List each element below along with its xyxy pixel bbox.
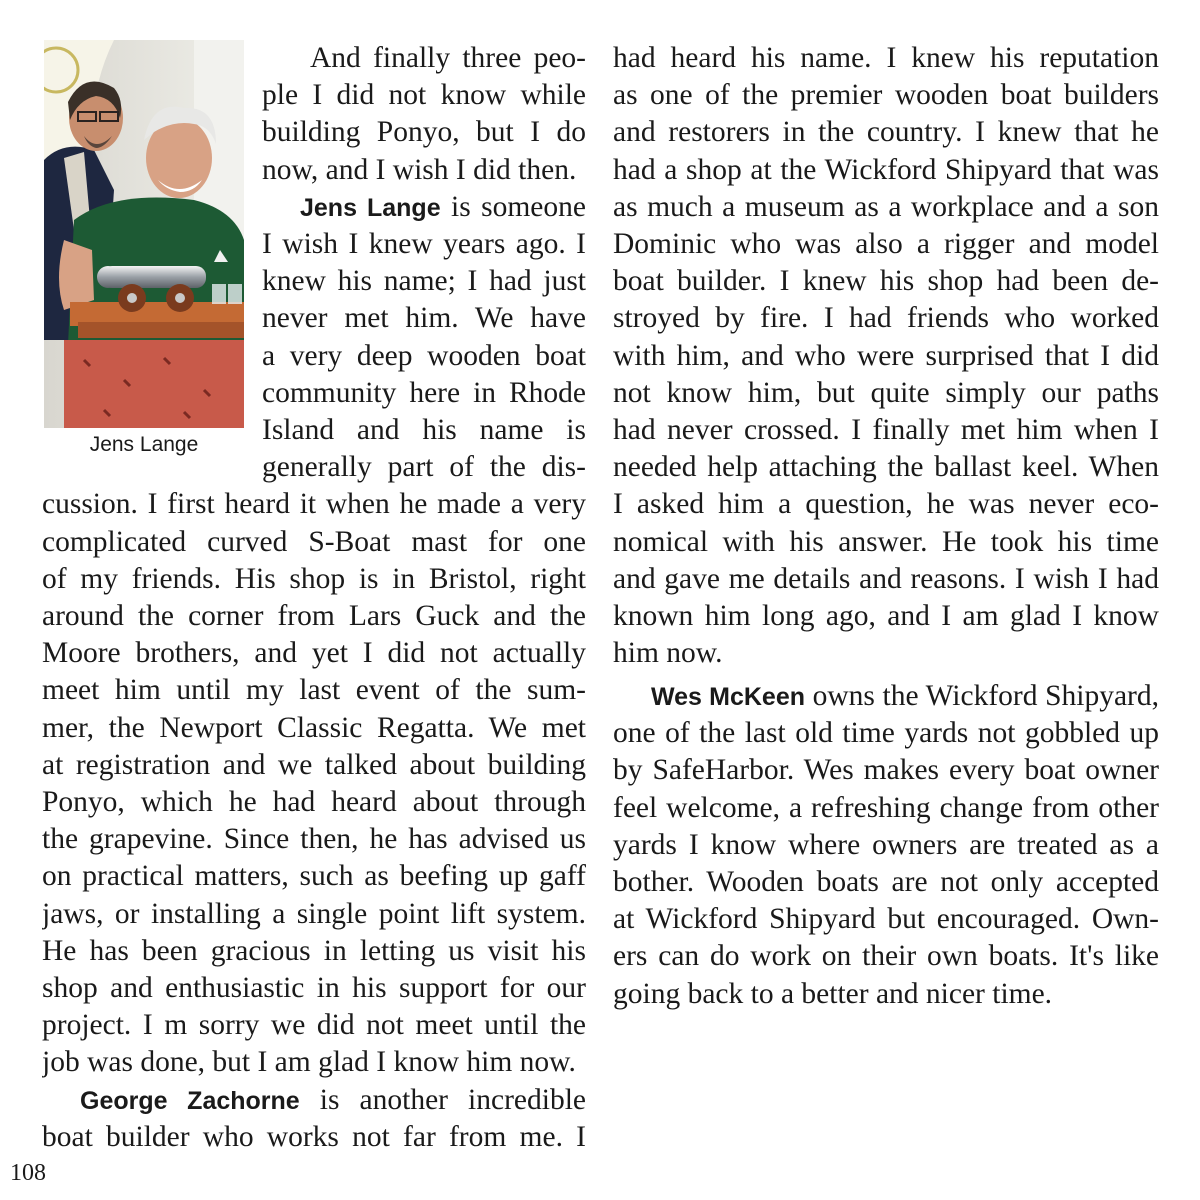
text-line: at registration and we talked about building xyxy=(42,748,586,781)
text-line: community here in Rhode xyxy=(262,376,586,409)
text-line: as much a museum as a workplace and a son xyxy=(613,190,1159,223)
text-line: job was done, but I am glad I know him now. xyxy=(42,1046,576,1079)
text-line: around the corner from Lars Guck and the xyxy=(42,600,586,632)
text-line: stroyed by fire. I had friends who worked xyxy=(613,302,1159,335)
text-line: yards I know where owners are treated as a xyxy=(613,828,1159,861)
text-line: needed help attaching the ballast keel. When xyxy=(613,451,1159,484)
text-line: had a shop at the Wickford Shipyard that was xyxy=(613,153,1159,186)
text-line: as one of the premier wooden boat builders xyxy=(613,79,1159,112)
text-line: a very deep wooden boat xyxy=(262,339,586,372)
text-line: I asked him a question, he was never eco- xyxy=(613,488,1159,521)
text-line: now, and I wish I did then. xyxy=(262,153,577,186)
text-run: is another incredible xyxy=(299,1083,586,1116)
photo-illustration xyxy=(44,40,244,428)
text-line: with him, and who were surprised that I did xyxy=(613,339,1159,372)
text-line: of my friends. His shop is in Bristol, right xyxy=(42,562,586,595)
text-line: not know him, but quite simply our paths xyxy=(613,376,1159,409)
text-line: complicated curved S-Boat mast for one xyxy=(42,525,586,558)
jens-lange-name: Jens Lange xyxy=(300,193,441,222)
text-line: knew his name; I had just xyxy=(262,265,586,298)
text-line: boat builder who works not far from me. I xyxy=(42,1120,586,1153)
text-line: mer, the Newport Classic Regatta. We met xyxy=(42,711,586,744)
text-line: nomical with his answer. He took his time xyxy=(613,525,1159,558)
text-line: Moore brothers, and yet I did not actually xyxy=(42,637,586,670)
jens-lange-photo xyxy=(44,40,244,428)
text-line: going back to a better and nicer time. xyxy=(613,977,1053,1010)
text-line: Ponyo, which he had heard about through xyxy=(42,786,586,818)
text-line: had heard his name. I knew his reputation xyxy=(613,42,1159,74)
text-line: jaws, or installing a single point lift system. xyxy=(42,897,586,930)
text-line: I wish I knew years ago. I xyxy=(262,228,586,260)
text-run: owns the Wickford Shipyard, xyxy=(805,679,1159,712)
text-line: Island and his name is xyxy=(262,414,586,446)
text-line: cussion. I first heard it when he made a very xyxy=(42,488,586,521)
text-line: project. I m sorry we did not meet until the xyxy=(42,1009,586,1042)
text-line: at Wickford Shipyard but encouraged. Own- xyxy=(613,903,1159,936)
text-line: known him long ago, and I am glad I know xyxy=(613,600,1159,632)
text-run: is someone xyxy=(440,190,586,223)
text-line: the grapevine. Since then, he has advised us xyxy=(42,823,586,856)
text-line: shop and enthusiastic in his support for our xyxy=(42,972,586,1004)
text-line: boat builder. I knew his shop had been de- xyxy=(613,265,1159,298)
text-line: ple I did not know while xyxy=(262,79,586,112)
text-line: had never crossed. I finally met him when I xyxy=(613,414,1159,446)
text-line xyxy=(613,678,1159,716)
text-line: ers can do work on their own boats. It's like xyxy=(613,940,1159,973)
text-line: and restorers in the country. I knew that he xyxy=(613,116,1159,149)
text-line: one of the last old time yards not gobbled up xyxy=(613,717,1159,750)
text-line: by SafeHarbor. Wes makes every boat owner xyxy=(613,754,1159,787)
george-zachorne-name: George Zachorne xyxy=(80,1086,300,1115)
photo-caption: Jens Lange xyxy=(89,433,199,456)
text-line: meet him until my last event of the sum- xyxy=(42,674,586,707)
text-line: And finally three peo- xyxy=(310,42,586,74)
text-line: him now. xyxy=(613,637,723,670)
text-line: generally part of the dis- xyxy=(262,451,586,484)
text-line: and gave me details and reasons. I wish I had xyxy=(613,562,1159,595)
text-line: Dominic who was also a rigger and model xyxy=(613,228,1159,260)
page-number: 108 xyxy=(10,1160,46,1186)
text-line: He has been gracious in letting us visit his xyxy=(42,934,586,967)
text-line: on practical matters, such as beefing up gaff xyxy=(42,860,586,893)
text-line: feel welcome, a refreshing change from other xyxy=(613,791,1159,824)
text-line: never met him. We have xyxy=(262,302,586,335)
wes-mckeen-name: Wes McKeen xyxy=(651,682,805,711)
text-line: building Ponyo, but I do xyxy=(262,116,586,149)
text-line: bother. Wooden boats are not only accepted xyxy=(613,865,1159,898)
text-line xyxy=(262,189,586,227)
text-line xyxy=(42,1082,586,1120)
